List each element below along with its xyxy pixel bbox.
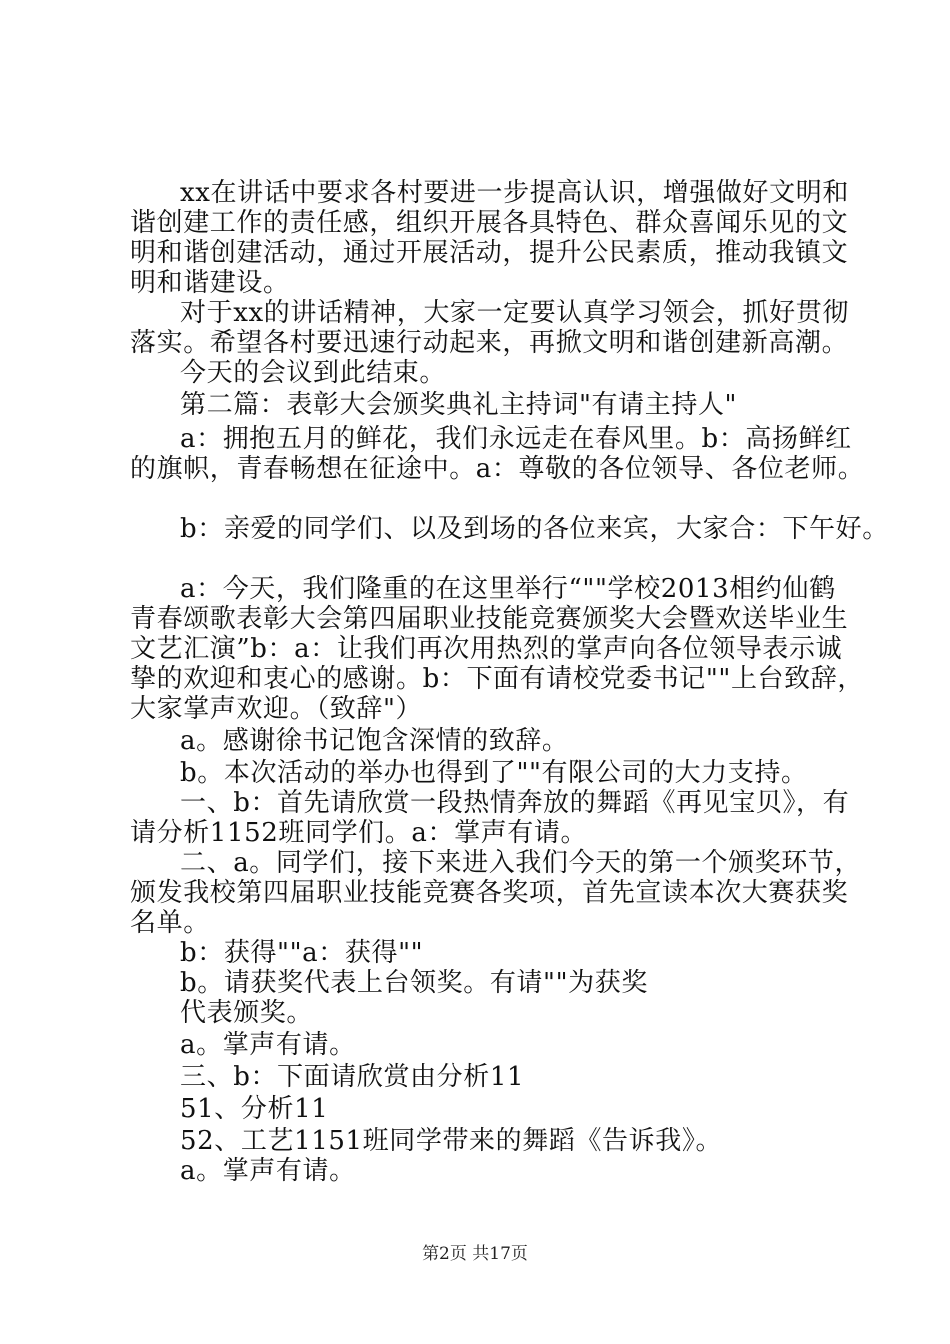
paragraph-line: 青春颂歌表彰大会第四届职业技能竞赛颁奖大会暨欢送毕业生 [130, 604, 849, 634]
paragraph-line: 落实。希望各村要迅速行动起来，再掀文明和谐创建新高潮。 [130, 328, 849, 358]
paragraph-line: 挚的欢迎和衷心的感谢。b：下面有请校党委书记""上台致辞， [130, 664, 864, 694]
paragraph-line: a：今天，我们隆重的在这里举行“""学校2013相约仙鹤 [180, 574, 836, 604]
paragraph-line: b：亲爱的同学们、以及到场的各位来宾，大家合：下午好。 [180, 514, 889, 544]
paragraph-line: 明和谐建设。 [130, 268, 290, 298]
paragraph-line: b。请获奖代表上台领奖。有请""为获奖 [180, 968, 648, 998]
page-number-footer: 第2页 共17页 [422, 1244, 528, 1264]
paragraph-line: 今天的会议到此结束。 [180, 358, 447, 388]
paragraph-line: 名单。 [130, 908, 210, 938]
paragraph-line: 二、a。同学们，接下来进入我们今天的第一个颁奖环节， [180, 848, 862, 878]
paragraph-line: 一、b：首先请欣赏一段热情奔放的舞蹈《再见宝贝》，有 [180, 788, 850, 818]
paragraph-line: b。本次活动的举办也得到了""有限公司的大力支持。 [180, 758, 808, 788]
paragraph-line: xx在讲话中要求各村要进一步提高认识，增强做好文明和 [180, 178, 849, 208]
paragraph-line: 对于xx的讲话精神，大家一定要认真学习领会，抓好贯彻 [180, 298, 849, 328]
paragraph-line: a。掌声有请。 [180, 1156, 356, 1186]
paragraph-line: 大家掌声欢迎。（致辞"） [130, 694, 423, 724]
paragraph-line: 51、分析11 [180, 1094, 329, 1124]
paragraph-line: a。感谢徐书记饱含深情的致辞。 [180, 726, 569, 756]
paragraph-line: b：获得""a：获得"" [180, 938, 424, 968]
paragraph-line: a：拥抱五月的鲜花，我们永远走在春风里。b：高扬鲜红 [180, 424, 852, 454]
paragraph-line: 文艺汇演”b：a：让我们再次用热烈的掌声向各位领导表示诚 [130, 634, 843, 664]
paragraph-line: 代表颁奖。 [180, 998, 314, 1028]
paragraph-line: a。掌声有请。 [180, 1030, 356, 1060]
paragraph-line: 的旗帜，青春畅想在征途中。a：尊敬的各位领导、各位老师。 [130, 454, 865, 484]
paragraph-line: 明和谐创建活动，通过开展活动，提升公民素质，推动我镇文 [130, 238, 849, 268]
paragraph-line: 颁发我校第四届职业技能竞赛各奖项，首先宣读本次大赛获奖 [130, 878, 849, 908]
paragraph-line: 三、b：下面请欣赏由分析11 [180, 1062, 525, 1092]
paragraph-line: 请分析1152班同学们。a：掌声有请。 [130, 818, 588, 848]
paragraph-line: 谐创建工作的责任感，组织开展各具特色、群众喜闻乐见的文 [130, 208, 849, 238]
paragraph-line: 52、工艺1151班同学带来的舞蹈《告诉我》。 [180, 1126, 723, 1156]
section-heading: 第二篇：表彰大会颁奖典礼主持词"有请主持人" [180, 390, 738, 420]
